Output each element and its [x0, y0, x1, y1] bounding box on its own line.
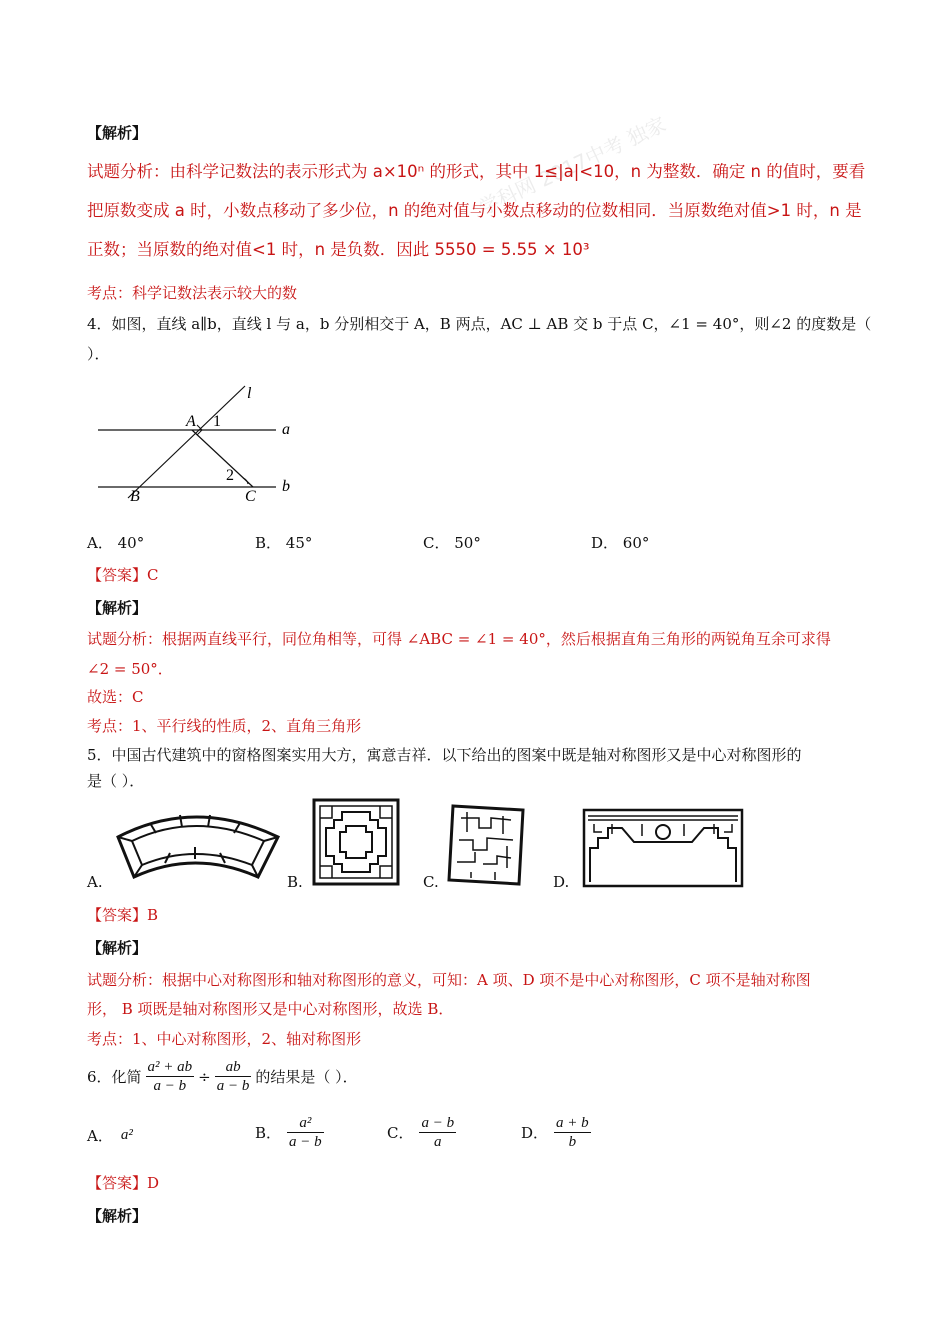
q5-answer: 【答案】B [87, 906, 159, 924]
label-C: C [245, 488, 256, 505]
q5-analysis-1: 试题分析：根据中心对称图形和轴对称图形的意义，可知：A 项、D 项不是中心对称图形，C 项不是轴对称图 [87, 971, 811, 989]
q6-prefix: 6．化简 [87, 1068, 142, 1086]
fraction-1-den: a − b [153, 1078, 187, 1094]
q6-option-c [387, 1114, 456, 1151]
q4-kaodian: 考点：1、平行线的性质，2、直角三角形 [87, 717, 362, 735]
pattern-lattice [447, 802, 527, 888]
q6-option-b [255, 1114, 324, 1151]
label-A: A [186, 413, 196, 430]
q6-option-a-value: a² [120, 1127, 133, 1143]
q4-analysis-2: ∠2 = 50°． [87, 660, 173, 678]
q6-option-d [521, 1114, 591, 1151]
pattern-square-window [312, 798, 400, 886]
fraction-2-den: a − b [216, 1078, 250, 1094]
watermark: 学科网 2017中考 独家 [475, 111, 670, 220]
q6-option-d-label: D． [521, 1124, 549, 1142]
jiexi-label: 【解析】 [87, 124, 148, 142]
label-a: a [282, 421, 290, 438]
q6-option-d-den: b [568, 1134, 577, 1150]
fraction-1-num: a² + ab [147, 1059, 193, 1075]
q4-option-d: D． 60° [591, 534, 650, 552]
q5-option-b: B. [287, 873, 303, 891]
q6-option-b-num: a² [287, 1114, 324, 1133]
pattern-arch [582, 808, 744, 888]
q4-answer: 【答案】C [87, 566, 159, 584]
q5-option-a: A. [87, 873, 103, 891]
q6-option-a [87, 1125, 133, 1146]
q4-analysis-1: 试题分析：根据两直线平行，同位角相等，可得 ∠ABC = ∠1 = 40°，然后根据直角三角形的两锐角互余可求得 [87, 630, 831, 648]
q4-option-c: C． 50° [423, 534, 481, 552]
q5-option-c: C. [423, 873, 439, 891]
fraction-2 [215, 1058, 252, 1095]
divide-sign: ÷ [198, 1067, 211, 1086]
q5-stem: 5．中国古代建筑中的窗格图案实用大方，寓意吉祥．以下给出的图案中既是轴对称图形又是中心对称图形的 [87, 746, 802, 764]
q6-option-d-frac [554, 1114, 591, 1151]
label-1: 1 [213, 413, 221, 430]
q5-stem-end: 是（ ）． [87, 772, 145, 790]
pattern-fan [110, 805, 285, 885]
fraction-1 [146, 1058, 195, 1095]
label-l: l [247, 385, 252, 402]
q6-option-b-den: a − b [289, 1134, 322, 1150]
q4-option-b: B． 45° [255, 534, 313, 552]
q4-option-a: A． 40° [87, 534, 145, 552]
q6-option-a-label: A． [87, 1127, 113, 1145]
q6-suffix: 的结果是（ ）． [255, 1068, 358, 1086]
q6-jiexi: 【解析】 [87, 1207, 148, 1225]
analysis-line-2: 把原数变成 a 时，小数点移动了多少位，n 的绝对值与小数点移动的位数相同．当原数绝对值>1 时，n 是 [87, 201, 862, 220]
analysis-line-3: 正数；当原数的绝对值<1 时，n 是负数．因此 5550 = 5.55 × 10³ [87, 240, 590, 259]
label-B: B [130, 488, 140, 505]
q4-guxuan: 故选：C [87, 688, 144, 706]
q6-option-d-num: a + b [556, 1115, 589, 1131]
q6-option-b-label: B． [255, 1124, 282, 1142]
q6-answer: 【答案】D [87, 1174, 160, 1192]
q5-option-d: D. [553, 873, 570, 891]
q4-jiexi: 【解析】 [87, 599, 148, 617]
q6-stem [87, 1058, 358, 1095]
q6-option-c-frac [419, 1114, 456, 1151]
kaodian: 考点：科学记数法表示较大的数 [87, 284, 298, 302]
label-2: 2 [226, 467, 234, 484]
q4-figure [90, 378, 310, 508]
q4-stem-end: ）． [87, 345, 110, 363]
q6-option-b-frac [287, 1114, 324, 1151]
q5-analysis-2: 形， B 项既是轴对称图形又是中心对称图形，故选 B． [87, 1000, 454, 1018]
q6-option-c-den: a [434, 1134, 442, 1150]
q6-option-c-label: C． [387, 1124, 414, 1142]
label-b: b [282, 478, 290, 495]
q5-kaodian: 考点：1、中心对称图形，2、轴对称图形 [87, 1030, 362, 1048]
q6-option-c-num: a − b [421, 1115, 455, 1131]
q5-jiexi: 【解析】 [87, 939, 148, 957]
q4-stem: 4．如图，直线 a∥b，直线 l 与 a，b 分别相交于 A，B 两点，AC ⊥ AB 交 b 于点 C，∠1 = 40°，则∠2 的度数是（ [87, 315, 872, 333]
fraction-2-num: ab [215, 1058, 252, 1077]
analysis-line-1: 试题分析：由科学记数法的表示形式为 a×10ⁿ 的形式，其中 1≤|a|<10，n 为整数．确定 n 的值时，要看 [87, 162, 866, 181]
